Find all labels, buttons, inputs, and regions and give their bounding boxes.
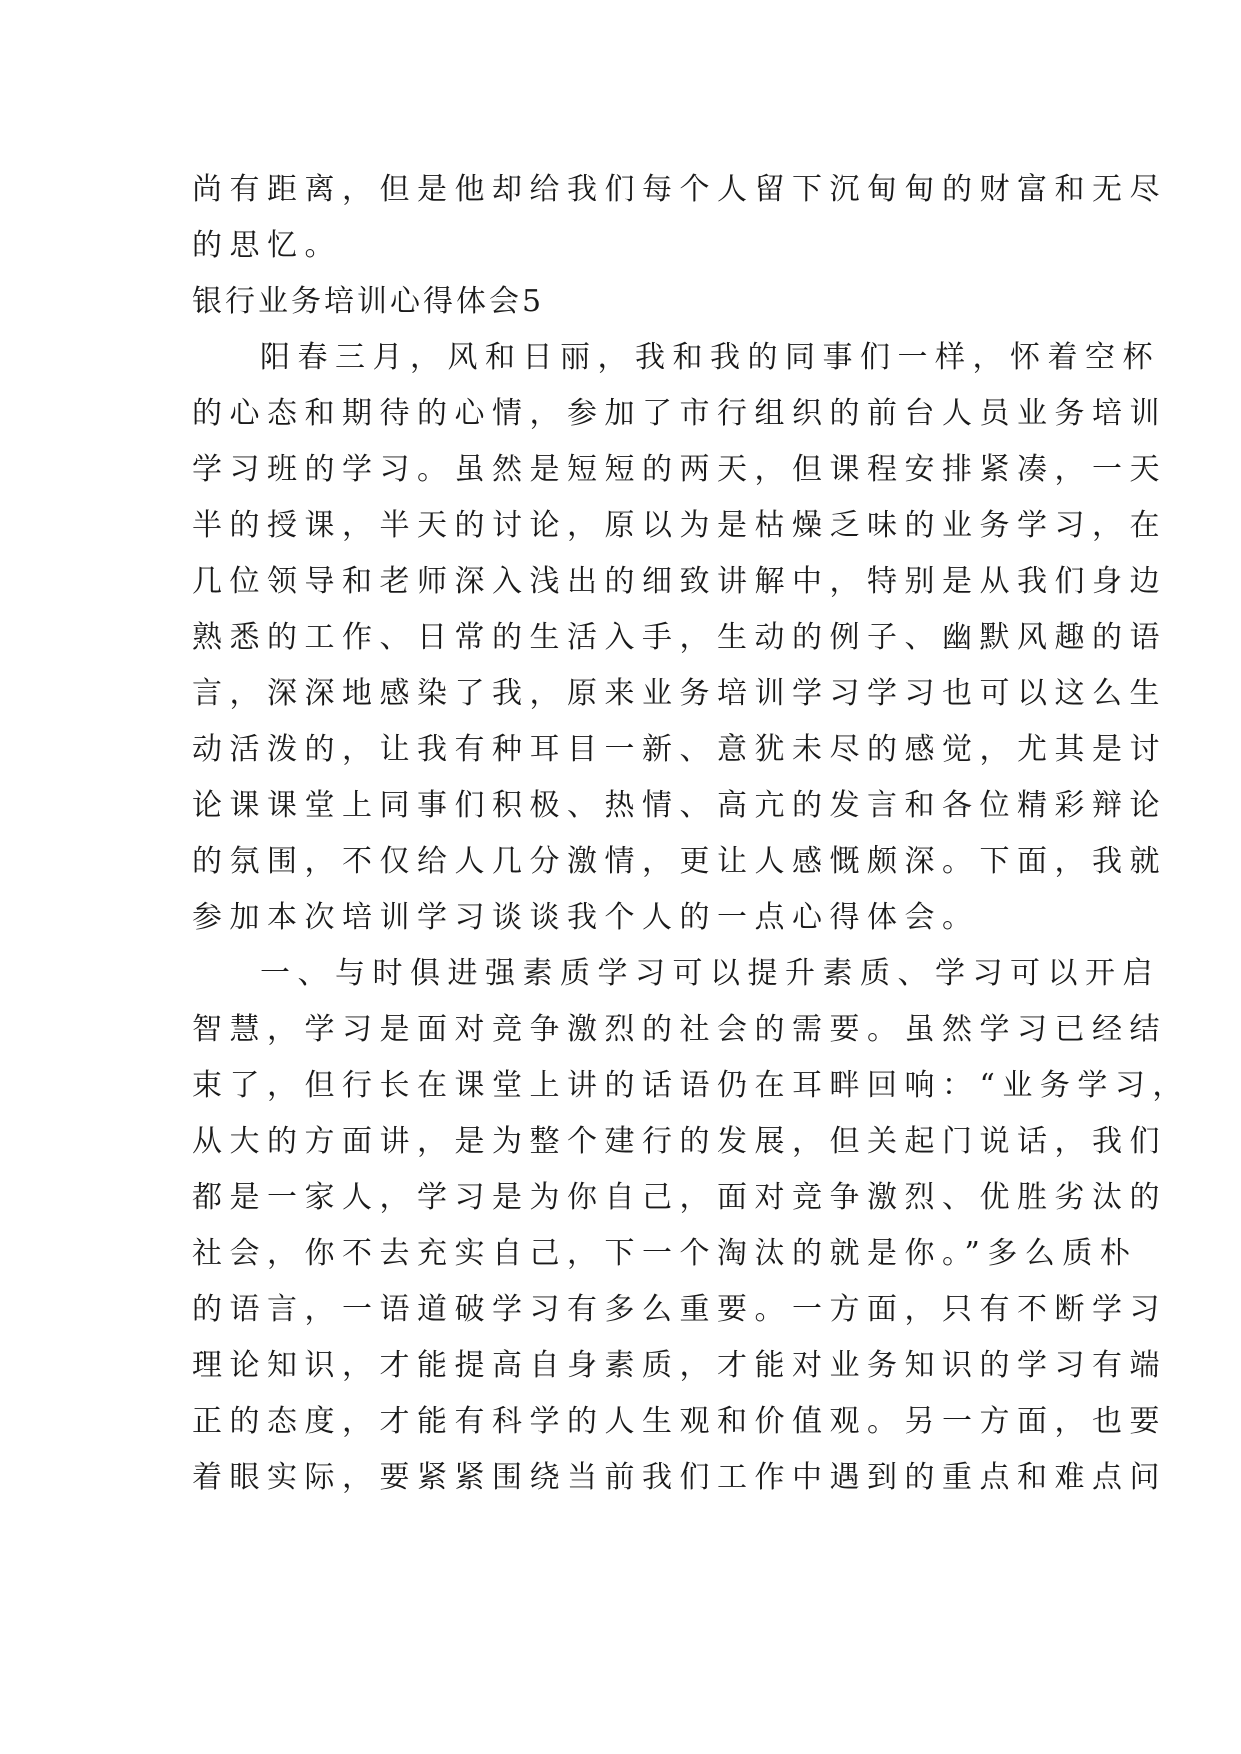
document-body <box>192 162 1190 1506</box>
body-line: 着眼实际，要紧紧围绕当前我们工作中遇到的重点和难点问 <box>192 1460 1167 1495</box>
body-line: 社会，你不去充实自己，下一个淘汰的就是你。”多么质朴 <box>192 1236 1138 1271</box>
body-line: 论课课堂上同事们积极、热情、高亢的发言和各位精彩辩论 <box>192 788 1167 823</box>
body-line: 束了，但行长在课堂上讲的话语仍在耳畔回响：“业务学习， <box>192 1068 1190 1103</box>
body-line: 学习班的学习。虽然是短短的两天，但课程安排紧凑，一天 <box>192 452 1167 487</box>
body-line: 熟悉的工作、日常的生活入手，生动的例子、幽默风趣的语 <box>192 620 1167 655</box>
body-line: 参加本次培训学习谈谈我个人的一点心得体会。 <box>192 900 980 935</box>
body-line: 几位领导和老师深入浅出的细致讲解中，特别是从我们身边 <box>192 564 1167 599</box>
body-line: 的心态和期待的心情，参加了市行组织的前台人员业务培训 <box>192 396 1167 431</box>
body-line: 理论知识，才能提高自身素质，才能对业务知识的学习有端 <box>192 1348 1167 1383</box>
section-heading: 银行业务培训心得体会5 <box>192 284 545 319</box>
body-line: 半的授课，半天的讨论，原以为是枯燥乏味的业务学习，在 <box>192 508 1167 543</box>
body-line: 尚有距离，但是他却给我们每个人留下沉甸甸的财富和无尽 <box>192 172 1167 207</box>
body-line: 都是一家人，学习是为你自己，面对竞争激烈、优胜劣汰的 <box>192 1180 1167 1215</box>
paragraph-first-line: 阳春三月，风和日丽，我和我的同事们一样，怀着空杯 <box>260 340 1160 375</box>
body-line: 的语言，一语道破学习有多么重要。一方面，只有不断学习 <box>192 1292 1167 1327</box>
body-line: 言，深深地感染了我，原来业务培训学习学习也可以这么生 <box>192 676 1167 711</box>
body-line: 正的态度，才能有科学的人生观和价值观。另一方面，也要 <box>192 1404 1167 1439</box>
paragraph-first-line: 一、与时俱进强素质学习可以提升素质、学习可以开启 <box>260 956 1160 991</box>
body-line: 的氛围，不仅给人几分激情，更让人感慨颇深。下面，我就 <box>192 844 1167 879</box>
body-line: 智慧，学习是面对竞争激烈的社会的需要。虽然学习已经结 <box>192 1012 1167 1047</box>
body-line: 的思忆。 <box>192 228 342 263</box>
body-line: 动活泼的，让我有种耳目一新、意犹未尽的感觉，尤其是讨 <box>192 732 1167 767</box>
body-line: 从大的方面讲，是为整个建行的发展，但关起门说话，我们 <box>192 1124 1167 1159</box>
